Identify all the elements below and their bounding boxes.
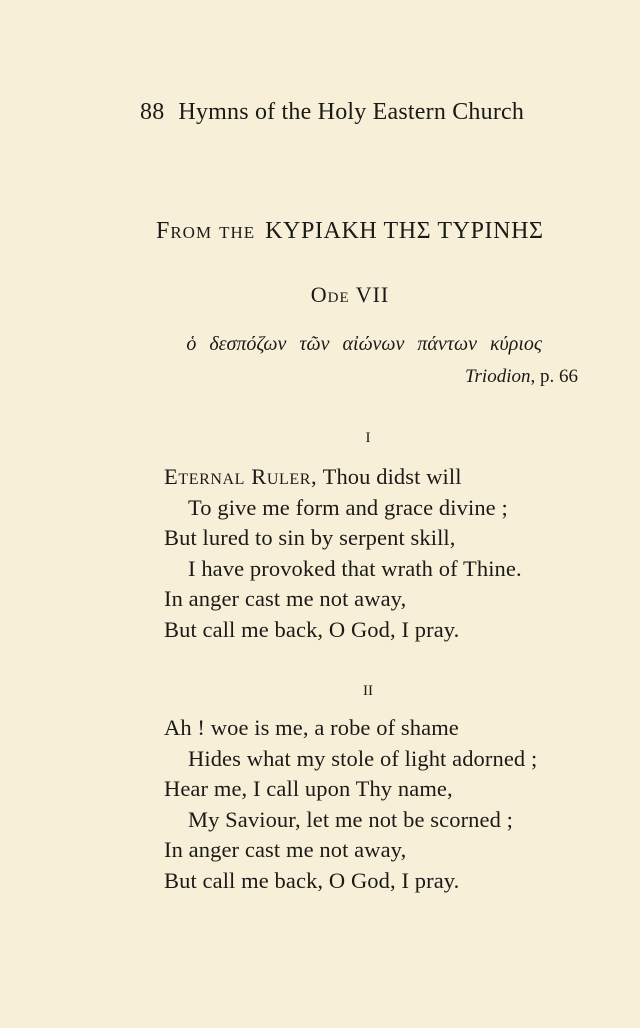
verse-line: In anger cast me not away, bbox=[164, 586, 407, 612]
epigraph-source bbox=[0, 366, 578, 388]
verse-line: But call me back, O God, I pray. bbox=[164, 867, 460, 893]
verse-line: But call me back, O God, I pray. bbox=[164, 616, 460, 642]
verse-line: Hides what my stole of light adorned ; bbox=[188, 745, 538, 771]
source-work: Triodion bbox=[465, 366, 531, 387]
verse-line-text: Thou didst will bbox=[317, 464, 462, 489]
verse-line: Ah ! woe is me, a robe of shame bbox=[164, 715, 459, 740]
running-title: Hymns of the Holy Eastern Church bbox=[178, 99, 525, 125]
verse-line: But lured to sin by serpent skill, bbox=[164, 525, 456, 551]
running-head bbox=[140, 99, 524, 126]
source-page: , p. 66 bbox=[530, 366, 578, 387]
ode-title: Ode VII bbox=[310, 282, 390, 307]
heading-from: From the bbox=[156, 218, 256, 244]
verse-line: I have provoked that wrath of Thine. bbox=[188, 555, 522, 581]
stanza bbox=[164, 462, 522, 646]
stanza-number: II bbox=[363, 683, 373, 699]
verse-opening-words: Eternal Ruler, bbox=[164, 464, 318, 489]
stanza bbox=[164, 713, 537, 897]
greek-epigraph: ὁ δεσπόζων τῶν αἰώνων πάντων κύριος bbox=[186, 333, 542, 355]
verse-line: To give me form and grace divine ; bbox=[188, 494, 508, 520]
stanza-number: I bbox=[365, 430, 371, 446]
verse-line: In anger cast me not away, bbox=[164, 837, 407, 863]
verse-line: My Saviour, let me not be scorned ; bbox=[188, 806, 514, 832]
page-number: 88 bbox=[140, 99, 165, 125]
heading-greek-title: ΚΥΡΙΑΚΗ ΤΗΣ ΤΥΡΙΝΗΣ bbox=[265, 218, 544, 244]
verse-line bbox=[164, 462, 522, 493]
section-heading bbox=[156, 218, 544, 245]
verse-line: Hear me, I call upon Thy name, bbox=[164, 776, 453, 802]
